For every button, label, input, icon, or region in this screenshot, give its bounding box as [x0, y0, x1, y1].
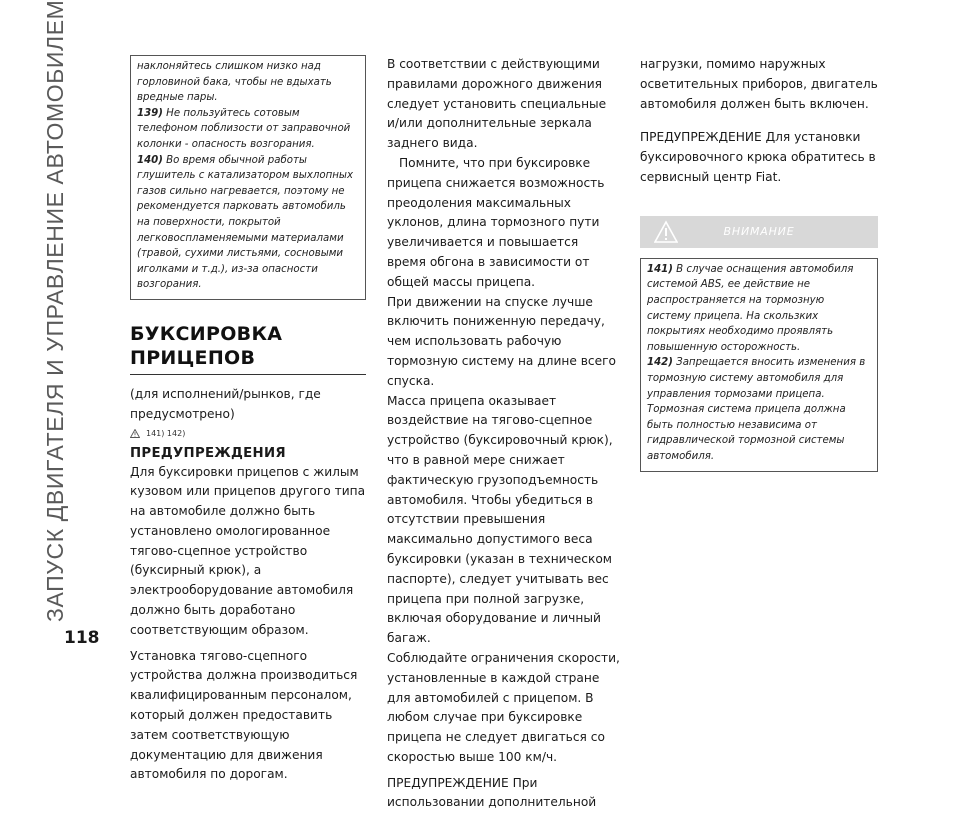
attention-banner: [640, 216, 878, 248]
body-paragraph: В соответствии с действующими правилами дорожного движения следует установить специальные и/или дополнительные зеркала заднего вида.: [387, 57, 607, 151]
warning-paragraph: [137, 59, 359, 106]
warning-box-continued: [130, 55, 366, 300]
body-paragraph: Соблюдайте ограничения скорости, установленные в каждой стране для автомобилей с прицепом. В любом случае при буксировке прицепа не следует двигаться со скоростью выше 100 км/ч.: [387, 650, 620, 764]
heading-rule: [130, 374, 366, 375]
section-heading-line-1: БУКСИРОВКА: [130, 322, 283, 345]
warning-number: 140): [137, 154, 163, 166]
body-paragraph: При движении на спуске лучше включить пониженную передачу, чем использовать рабочую тормозную систему на длине всего спуска.: [387, 294, 616, 388]
warning-text: наклоняйтесь слишком низко над горловиной бака, чтобы не вдыхать вредные пары.: [137, 61, 332, 104]
warning-text: В случае оснащения автомобиля системой ABS, ее действие не распространяется на тормозную систему прицепа. На скользких покрытиях необходимо проявлять повышенную осторожность.: [647, 263, 854, 353]
warning-text: Не пользуйтесь сотовым телефоном поблизости от заправочной колонки - опасность возгорания.: [137, 107, 351, 150]
column-1: [130, 55, 366, 785]
warning-triangle-icon: [654, 220, 678, 244]
warning-paragraph: [137, 153, 359, 293]
section-heading: [130, 322, 366, 370]
body-paragraph: ПРЕДУПРЕЖДЕНИЕ Для установки буксировочного крюка обратитесь в сервисный центр Fiat.: [640, 130, 876, 184]
warning-paragraph: [647, 262, 871, 356]
side-section-title: ЗАПУСК ДВИГАТЕЛЯ И УПРАВЛЕНИЕ АВТОМОБИЛЕМ: [42, 0, 68, 622]
warning-triangle-icon: [130, 429, 140, 438]
body-paragraph: Установка тягово-сцепного устройства должна производиться квалифицированным персоналом, который должен предоставить затем соответствующую документацию для движения автомобиля по дорогам.: [130, 648, 358, 782]
attention-box: [640, 258, 878, 472]
attention-label: ВНИМАНИЕ: [723, 225, 795, 239]
column-2: [387, 55, 620, 813]
warning-paragraph: [137, 106, 359, 153]
warning-number: 142): [647, 357, 673, 369]
section-heading-line-2: ПРИЦЕПОВ: [130, 346, 256, 369]
warning-number: 139): [137, 107, 163, 119]
page-number: 118: [64, 628, 100, 648]
body-paragraph: нагрузки, помимо наружных осветительных приборов, двигатель автомобиля должен быть включен.: [640, 57, 878, 111]
body-paragraph: Помните, что при буксировке прицепа снижается возможность преодоления максимальных уклонов, длина тормозного пути увеличивается и повышается время обгона в зависимости от общей массы прицепа.: [387, 155, 605, 289]
warning-text: Во время обычной работы глушитель с катализатором выхлопных газов сильно нагревается, поэтому не рекомендуется парковать автомобиль на поверхности, покрытой легковоспламеняемыми материалами (травой, сухими листьями, сосновыми иголками и т.д.), из-за опасности возгорания.: [137, 154, 354, 291]
warning-number: 141): [647, 263, 673, 275]
warning-reference-numbers: 141) 142): [146, 428, 186, 438]
warning-paragraph: [647, 355, 871, 464]
warning-text: Запрещается вносить изменения в тормозную систему автомобиля для управления тормозами прицепа. Тормозная система прицепа должна быть полностью независима от гидравлической тормозной системы автомобиля.: [647, 357, 866, 462]
body-paragraph: ПРЕДУПРЕЖДЕНИЕ При использовании дополнительной: [387, 775, 597, 810]
warning-references: [130, 429, 366, 438]
column-3: [640, 55, 878, 472]
section-intro: (для исполнений/рынков, где предусмотрено): [130, 386, 321, 421]
body-paragraph: Масса прицепа оказывает воздействие на тягово-сцепное устройство (буксировочный крюк), что в равной мере снижает фактическую грузоподъемность автомобиля. Чтобы убедиться в отсутствии превышения максимально допустимого веса буксировки (указан в техническом паспорте), следует учитывать вес прицепа при полной загрузке, включая оборудование и личный багаж.: [387, 393, 613, 646]
body-paragraph: Для буксировки прицепов с жилым кузовом или прицепов другого типа на автомобиле должно быть установлено омологированное тягово-сцепное устройство (буксирный крюк), а электрооборудование автомобиля должно быть доработано соответствующим образом.: [130, 464, 366, 637]
subheading-warnings: ПРЕДУПРЕЖДЕНИЯ: [130, 445, 286, 461]
